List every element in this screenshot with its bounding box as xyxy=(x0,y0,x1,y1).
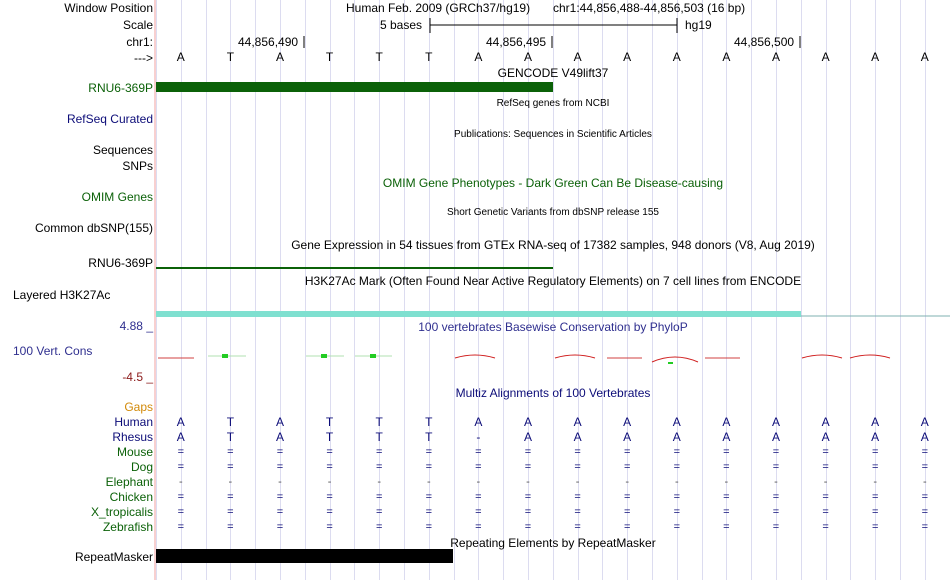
species-base: = xyxy=(475,461,482,473)
phylop-track-label[interactable]: 100 Vert. Cons xyxy=(13,344,93,358)
h3k27ac-signal[interactable] xyxy=(156,311,801,317)
base-letter: A xyxy=(474,50,483,64)
refseq-track-label[interactable]: RefSeq Curated xyxy=(66,112,153,126)
species-base: = xyxy=(425,446,433,458)
species-base: = xyxy=(276,446,284,458)
base-letter: A xyxy=(672,50,681,64)
phylop-peak xyxy=(222,354,228,358)
base-letter: A xyxy=(722,50,731,64)
base-letter: A xyxy=(871,50,880,64)
base-letter: A xyxy=(176,50,185,64)
species-base: = xyxy=(921,491,929,503)
species-label[interactable]: X_tropicalis xyxy=(90,505,153,519)
species-base: = xyxy=(822,461,829,473)
base-letter: T xyxy=(425,50,433,64)
species-base: = xyxy=(921,461,929,473)
base-letter: T xyxy=(226,50,235,64)
dbsnp-track-label[interactable]: Common dbSNP(155) xyxy=(34,221,153,235)
snps-track-label[interactable]: SNPs xyxy=(122,159,153,173)
species-base: - xyxy=(377,476,382,488)
species-label[interactable]: Dog xyxy=(130,460,153,474)
species-base: = xyxy=(921,521,929,533)
species-base: = xyxy=(673,521,681,533)
species-base: A xyxy=(871,430,880,444)
species-label[interactable]: Elephant xyxy=(105,475,153,489)
phylop-graph[interactable] xyxy=(158,354,890,364)
multiz-track-title[interactable]: Multiz Alignments of 100 Vertebrates xyxy=(455,386,651,400)
species-base: = xyxy=(822,506,829,518)
species-base: = xyxy=(326,461,333,473)
species-base: A xyxy=(920,415,929,429)
species-base: A xyxy=(722,415,731,429)
species-base: - xyxy=(774,476,778,488)
species-base: = xyxy=(524,521,532,533)
species-label[interactable]: Zebrafish xyxy=(102,520,153,534)
species-base: = xyxy=(524,461,532,473)
assembly-title: Human Feb. 2009 (GRCh37/hg19) xyxy=(346,1,531,15)
species-base: - xyxy=(327,476,332,488)
species-base: = xyxy=(772,506,780,518)
species-base: - xyxy=(526,476,530,488)
scale-label: Scale xyxy=(122,18,153,32)
species-base: = xyxy=(723,491,730,503)
species-base: = xyxy=(871,491,879,503)
species-base: = xyxy=(326,491,333,503)
species-base: = xyxy=(574,506,581,518)
species-base: = xyxy=(227,491,234,503)
species-base: A xyxy=(523,430,532,444)
species-base: = xyxy=(177,491,185,503)
species-base: A xyxy=(722,430,731,444)
species-base: = xyxy=(623,506,631,518)
base-letter: A xyxy=(821,50,830,64)
base-letter: A xyxy=(623,50,632,64)
species-base: A xyxy=(275,415,284,429)
arrow-label: ---> xyxy=(134,51,153,65)
species-base: = xyxy=(673,446,681,458)
species-base: - xyxy=(228,476,233,488)
phylop-peak xyxy=(668,362,673,364)
species-base: = xyxy=(524,506,532,518)
species-label[interactable]: Human xyxy=(114,415,153,429)
species-base: = xyxy=(673,506,681,518)
refseq-track-title[interactable]: RefSeq genes from NCBI xyxy=(496,98,610,109)
base-letter: A xyxy=(920,50,929,64)
species-base: = xyxy=(574,461,581,473)
species-base: = xyxy=(227,506,234,518)
species-base: = xyxy=(623,521,631,533)
species-base: A xyxy=(672,415,681,429)
species-base: = xyxy=(177,446,185,458)
species-base: - xyxy=(278,476,282,488)
base-letter: A xyxy=(573,50,582,64)
species-base: = xyxy=(326,506,333,518)
species-base: = xyxy=(921,506,929,518)
species-base: - xyxy=(476,430,481,444)
species-base: = xyxy=(375,521,383,533)
species-base: - xyxy=(922,476,927,488)
repeatmasker-track-title[interactable]: Repeating Elements by RepeatMasker xyxy=(450,536,656,550)
species-base: - xyxy=(178,476,183,488)
species-base: = xyxy=(177,461,185,473)
publications-track-title[interactable]: Publications: Sequences in Scientific Articles xyxy=(454,129,652,140)
phylop-track-title[interactable]: 100 vertebrates Basewise Conservation by PhyloP xyxy=(418,320,688,334)
species-base: = xyxy=(723,461,730,473)
species-base: = xyxy=(723,506,730,518)
species-base: = xyxy=(524,491,532,503)
dbsnp-track-title[interactable]: Short Genetic Variants from dbSNP release 155 xyxy=(447,207,659,218)
species-base: A xyxy=(176,430,185,444)
h3k27ac-track-title[interactable]: H3K27Ac Mark (Often Found Near Active Regulatory Elements) on 7 cell lines from ENCODE xyxy=(304,274,802,288)
species-base: = xyxy=(772,491,780,503)
gencode-track-title[interactable]: GENCODE V49lift37 xyxy=(497,66,609,80)
gencode-feature[interactable] xyxy=(156,82,553,92)
species-base: = xyxy=(772,521,780,533)
species-base: = xyxy=(227,461,234,473)
base-letter: A xyxy=(275,50,284,64)
sequences-track-label[interactable]: Sequences xyxy=(92,143,153,157)
species-base: A xyxy=(672,430,681,444)
species-base: A xyxy=(474,415,483,429)
species-base: = xyxy=(772,446,780,458)
species-base: = xyxy=(425,461,433,473)
species-base: = xyxy=(177,521,185,533)
gaps-label[interactable]: Gaps xyxy=(124,400,153,414)
phylop-curve xyxy=(652,357,698,362)
phylop-curve xyxy=(850,355,890,358)
base-letter: A xyxy=(523,50,532,64)
species-base: = xyxy=(475,521,482,533)
species-base: A xyxy=(275,430,284,444)
gtex-track-title[interactable]: Gene Expression in 54 tissues from GTEx RNA-seq of 17382 samples, 948 donors (V8, Aug 2019) xyxy=(291,238,815,252)
species-label[interactable]: Rhesus xyxy=(112,430,153,444)
phylop-curve xyxy=(802,355,842,358)
species-base: A xyxy=(771,430,780,444)
species-label[interactable]: Chicken xyxy=(109,490,153,504)
phylop-peak xyxy=(321,354,327,358)
window-position-label: Window Position xyxy=(64,1,153,15)
phylop-min-label: -4.5 _ xyxy=(122,370,153,384)
species-base: = xyxy=(574,491,581,503)
species-base: = xyxy=(375,446,383,458)
species-base: = xyxy=(871,461,879,473)
base-letter: T xyxy=(375,50,383,64)
species-base: = xyxy=(326,446,333,458)
species-base: = xyxy=(772,461,780,473)
species-base: = xyxy=(375,491,383,503)
ruler-tick-label-3: 44,856,500 xyxy=(734,35,795,49)
omim-track-title[interactable]: OMIM Gene Phenotypes - Dark Green Can Be Disease-causing xyxy=(382,176,724,190)
species-base: T xyxy=(425,415,433,429)
species-base: = xyxy=(871,521,879,533)
repeatmasker-feature[interactable] xyxy=(156,549,453,563)
species-base: T xyxy=(325,415,334,429)
species-base: A xyxy=(821,415,830,429)
species-base: = xyxy=(276,506,284,518)
ruler-tick-label-2: 44,856,495 xyxy=(486,35,547,49)
species-base: T xyxy=(226,430,235,444)
gtex-track-label[interactable]: RNU6-369P xyxy=(88,256,153,270)
species-base: = xyxy=(524,446,532,458)
position-title: chr1:44,856,488-44,856,503 (16 bp) xyxy=(553,1,746,15)
species-base: = xyxy=(375,461,383,473)
species-base: = xyxy=(375,506,383,518)
repeatmasker-track-label[interactable]: RepeatMasker xyxy=(74,550,153,564)
species-base: = xyxy=(475,491,482,503)
species-base: A xyxy=(573,430,582,444)
species-base: A xyxy=(821,430,830,444)
species-base: T xyxy=(325,430,334,444)
species-base: A xyxy=(523,415,532,429)
species-base: - xyxy=(724,476,729,488)
species-base: = xyxy=(822,446,829,458)
species-base: A xyxy=(623,415,632,429)
phylop-curve xyxy=(555,355,595,358)
species-base: = xyxy=(921,446,929,458)
species-base: = xyxy=(425,491,433,503)
species-base: = xyxy=(673,491,681,503)
species-base: = xyxy=(673,461,681,473)
species-base: = xyxy=(574,521,581,533)
phylop-max-label: 4.88 _ xyxy=(119,319,153,333)
species-base: = xyxy=(822,521,829,533)
species-base: = xyxy=(623,491,631,503)
gtex-gene-bar[interactable] xyxy=(156,267,553,269)
species-base: - xyxy=(674,476,679,488)
omim-track-label[interactable]: OMIM Genes xyxy=(81,190,153,204)
species-base: = xyxy=(623,461,631,473)
species-base: = xyxy=(574,446,581,458)
species-base: = xyxy=(227,521,234,533)
species-label[interactable]: Mouse xyxy=(116,445,153,459)
species-base: T xyxy=(226,415,235,429)
species-base: - xyxy=(426,476,431,488)
species-base: = xyxy=(475,506,482,518)
chrom-label: chr1: xyxy=(126,35,153,49)
ruler-tick-label-1: 44,856,490 xyxy=(238,35,299,49)
species-base: T xyxy=(375,430,383,444)
species-base: = xyxy=(871,446,879,458)
species-base: = xyxy=(276,521,284,533)
species-base: T xyxy=(375,415,383,429)
scale-text: 5 bases xyxy=(380,18,423,32)
species-base: A xyxy=(920,430,929,444)
phylop-peak xyxy=(370,354,376,358)
species-base: - xyxy=(476,476,481,488)
phylop-curve xyxy=(455,355,495,358)
species-base: = xyxy=(475,446,482,458)
species-base: - xyxy=(575,476,580,488)
h3k27ac-track-label[interactable]: Layered H3K27Ac xyxy=(13,288,111,302)
species-base: = xyxy=(723,521,730,533)
species-base: = xyxy=(227,446,234,458)
db-label: hg19 xyxy=(685,18,712,32)
species-base: = xyxy=(871,506,879,518)
species-base: = xyxy=(822,491,829,503)
species-base: = xyxy=(623,446,631,458)
species-base: = xyxy=(723,446,730,458)
species-base: A xyxy=(573,415,582,429)
species-base: - xyxy=(823,476,828,488)
species-base: T xyxy=(425,430,433,444)
base-letter: A xyxy=(771,50,780,64)
species-base: - xyxy=(873,476,878,488)
species-base: A xyxy=(176,415,185,429)
species-base: = xyxy=(177,506,185,518)
species-base: - xyxy=(625,476,630,488)
species-base: A xyxy=(771,415,780,429)
species-base: = xyxy=(425,521,433,533)
species-base: = xyxy=(276,491,284,503)
gencode-track-label[interactable]: RNU6-369P xyxy=(88,81,153,95)
species-base: = xyxy=(276,461,284,473)
species-base: A xyxy=(871,415,880,429)
species-base: = xyxy=(425,506,433,518)
species-base: A xyxy=(623,430,632,444)
base-letter: T xyxy=(325,50,334,64)
species-base: = xyxy=(326,521,333,533)
